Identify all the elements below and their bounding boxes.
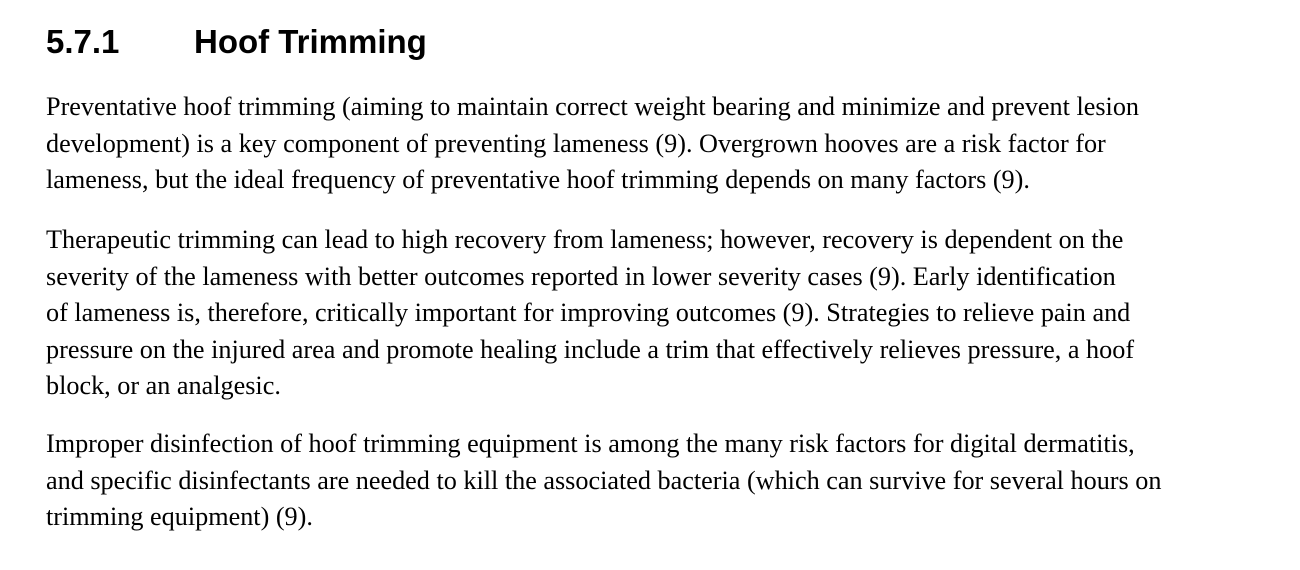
paragraph-equipment-disinfection xyxy=(46,426,1161,536)
text-line: of lameness is, therefore, critically important for improving outcomes (9). Strategies to relieve pain and xyxy=(46,298,1131,327)
section-title: Hoof Trimming xyxy=(194,23,427,60)
text-line: Preventative hoof trimming (aiming to maintain correct weight bearing and minimize and prevent lesion xyxy=(46,92,1140,121)
text-line: Improper disinfection of hoof trimming equipment is among the many risk factors for digital dermatitis, xyxy=(46,429,1135,458)
section-number: 5.7.1 xyxy=(46,23,120,60)
paragraph-therapeutic-trimming xyxy=(46,222,1134,405)
text-line: trimming equipment) (9). xyxy=(46,502,313,531)
text-line: lameness, but the ideal frequency of preventative hoof trimming depends on many factors (9). xyxy=(46,165,1030,194)
text-line: severity of the lameness with better outcomes reported in lower severity cases (9). Early identification xyxy=(46,261,1116,291)
text-line: and specific disinfectants are needed to kill the associated bacteria (which can survive for several hours on xyxy=(46,465,1162,495)
text-line: Therapeutic trimming can lead to high recovery from lameness; however, recovery is dependent on the xyxy=(46,225,1124,254)
text-line: pressure on the injured area and promote healing include a trim that effectively relieves pressure, a hoof xyxy=(46,334,1135,364)
text-line: block, or an analgesic. xyxy=(46,371,281,400)
text-line: development) is a key component of preventing lameness (9). Overgrown hooves are a risk factor for xyxy=(46,128,1106,158)
paragraph-preventative-trimming xyxy=(46,89,1139,199)
